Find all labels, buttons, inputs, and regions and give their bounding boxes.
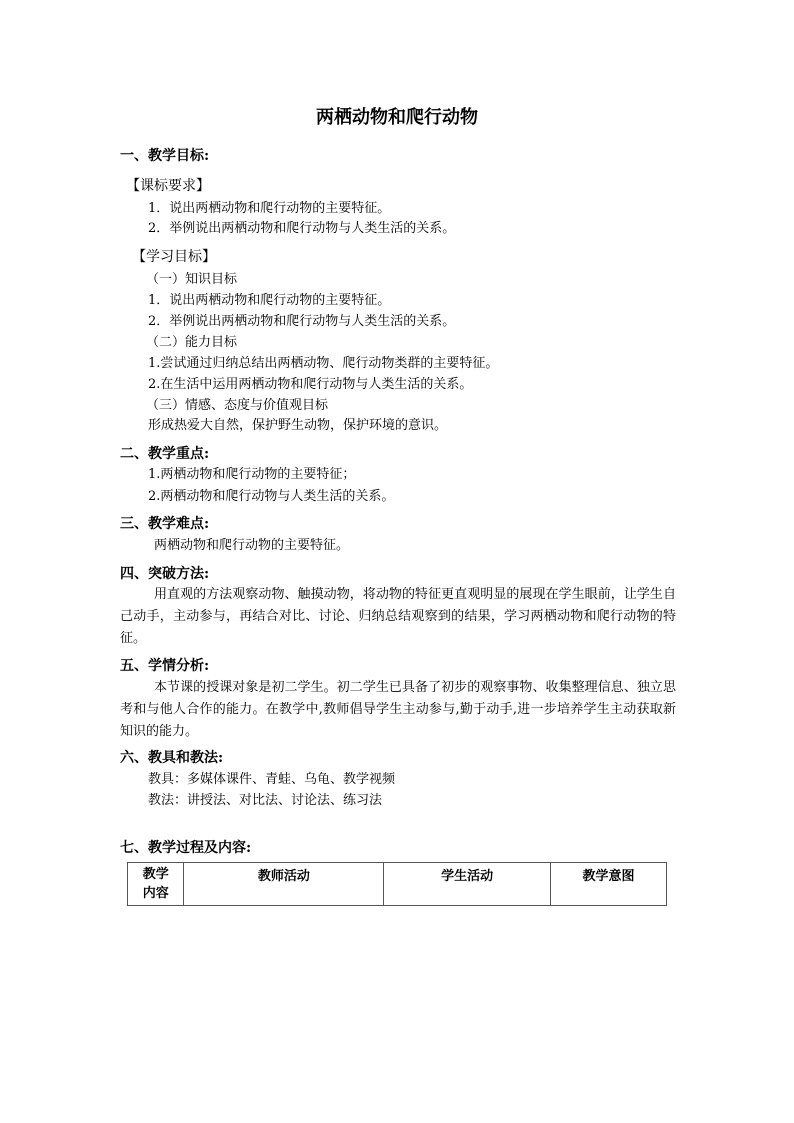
curriculum-item-2: 2．举例说出两栖动物和爬行动物与人类生活的关系。 xyxy=(148,221,456,236)
breakthrough-method-text: 用直观的方法观察动物、触摸动物，将动物的特征更直观明显的展现在学生眼前，让学生自己动手，主动参与，再结合对比、讨论、归纳总结观察到的结果，学习两栖动物和爬行动物的特征。 xyxy=(120,587,676,646)
section-7-heading: 七、教学过程及内容: xyxy=(120,840,252,856)
teaching-methods-text: 教法：讲授法、对比法、讨论法、练习法 xyxy=(148,793,383,808)
learning-objectives-label: 【学习目标】 xyxy=(132,249,216,265)
section-5-heading: 五、学情分析: xyxy=(120,658,210,674)
section-4-heading: 四、突破方法: xyxy=(120,566,210,582)
student-analysis-text: 本节课的授课对象是初二学生。初二学生已具备了初步的观察事物、收集整理信息、独立思考和与他人合作的能力。在教学中,教师倡导学生主动参与,勤于动手,进一步培养学生主动获取新知识的能力。 xyxy=(120,680,676,739)
difficulty-text: 两栖动物和爬行动物的主要特征。 xyxy=(154,538,350,553)
column-header-student: 学生活动 xyxy=(384,863,551,906)
curriculum-requirements-label: 【课标要求】 xyxy=(126,178,210,194)
key-point-item-2: 2.两栖动物和爬行动物与人类生活的关系。 xyxy=(148,489,395,504)
key-point-item-1: 1.两栖动物和爬行动物的主要特征； xyxy=(148,467,356,482)
section-2-heading: 二、教学重点: xyxy=(120,446,210,462)
ability-item-1: 1.尝试通过归纳总结出两栖动物、爬行动物类群的主要特征。 xyxy=(148,356,499,371)
knowledge-item-1: 1．说出两栖动物和爬行动物的主要特征。 xyxy=(148,293,391,308)
document-title: 两栖动物和爬行动物 xyxy=(316,107,478,128)
teaching-process-table xyxy=(127,862,667,906)
curriculum-item-1: 1．说出两栖动物和爬行动物的主要特征。 xyxy=(148,201,391,216)
section-6-heading: 六、教具和教法: xyxy=(120,750,224,766)
table-header-row xyxy=(128,863,667,906)
column-header-content: 教学内容 xyxy=(128,863,184,906)
knowledge-item-2: 2．举例说出两栖动物和爬行动物与人类生活的关系。 xyxy=(148,314,456,329)
column-header-intent: 教学意图 xyxy=(550,863,666,906)
knowledge-goal-label: （一）知识目标 xyxy=(146,272,238,287)
column-header-teacher: 教师活动 xyxy=(184,863,384,906)
ability-item-2: 2.在生活中运用两栖动物和爬行动物与人类生活的关系。 xyxy=(148,377,473,392)
emotion-goal-label: （三）情感、态度与价值观目标 xyxy=(146,398,329,413)
section-3-heading: 三、教学难点: xyxy=(120,516,210,532)
emotion-goal-text: 形成热爱大自然，保护野生动物，保护环境的意识。 xyxy=(148,418,448,433)
ability-goal-label: （二）能力目标 xyxy=(146,335,238,350)
section-1-heading: 一、教学目标: xyxy=(120,148,210,164)
teaching-aids-text: 教具：多媒体课件、青蛙、乌龟、教学视频 xyxy=(148,772,396,787)
